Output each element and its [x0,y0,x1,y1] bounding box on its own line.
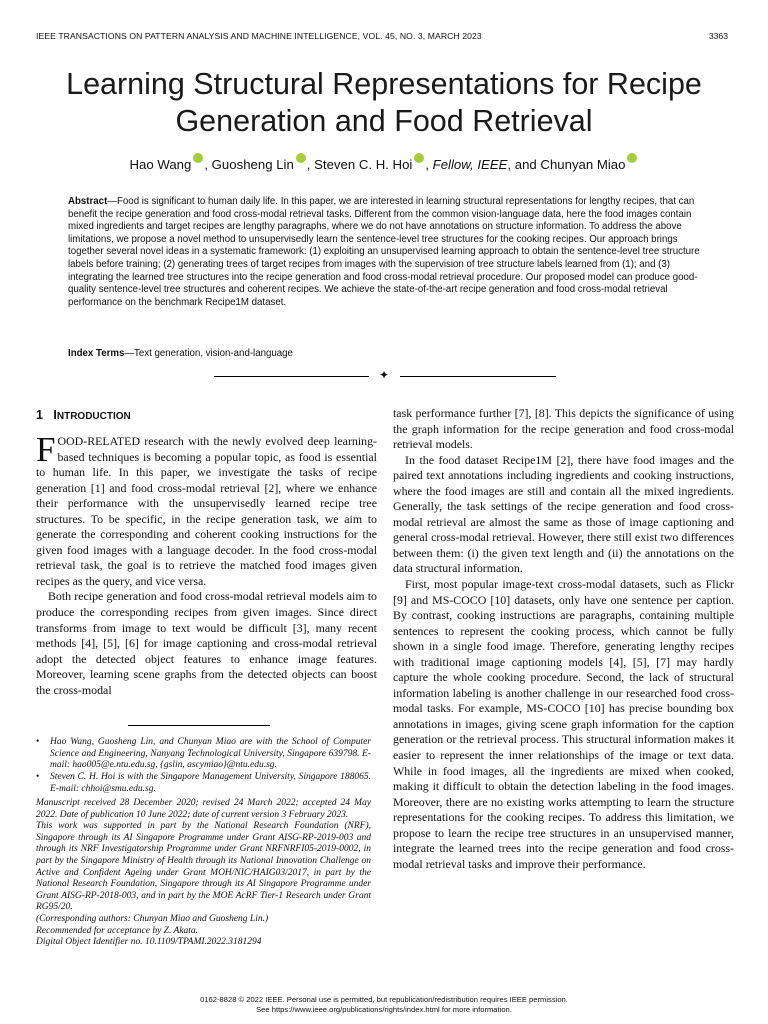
funding-note: This work was supported in part by the National Research Foundation (NRF), Singapore through its AI Singapore Programme under Grant AISG-RP-2019-003 and through its NRF Investigatorship Programme under Grant NRFNRFI05-2019-0002, in part by the Singapore Ministry of Health through its National Innovation Challenge on Active and Confident Ageing under Grant MOH/NIC/HAIG03/2017, in part by the National Research Foundation, Singapore through its AI Singapore Programme under Grant AISG-RP-2018-003, and in part by the MOE AcRF Tier-1 Research under Grant RG95/20. [36,821,371,913]
recommended-note: Recommended for acceptance by Z. Akata. [36,925,199,936]
index-terms [68,348,293,359]
section-number: 1 [36,408,43,422]
abstract-label: Abstract [68,196,108,207]
author-3: , Steven C. H. Hoi [306,157,413,172]
intro-text-1: research with the newly evolved deep learning-based techniques is becoming a popular topic, as food is essential to human life. In this paper, we investigate the tasks of recipe generation [1] and food cross-modal retrieval [2], where we enhance their performance with the unsupervisedly learned recipe tree structures. To be specific, in the recipe generation task, we aim to generate the corresponding and coherent cooking instructions for the given food images with a language decoder. In the food cross-modal retrieval task, the goal is to retrieve the matched food images given recipes as the query, and vice versa. [36,434,377,588]
fellow-title: Fellow, IEEE [432,157,508,172]
section-title-rest: NTRODUCTION [56,411,131,422]
author-1: Hao Wang [129,157,192,172]
divider-diamond-icon: ✦ [379,368,390,382]
copyright-footer [20,995,748,1014]
index-terms-label: Index Terms [68,348,125,359]
divider-left [214,376,369,377]
footnote-affiliation-1 [36,737,371,772]
doi-note: Digital Object Identifier no. 10.1109/TPAMI.2022.3181294 [36,937,262,948]
footnote-notes [36,798,371,949]
abstract [68,196,700,309]
footnote-rule [128,725,270,726]
right-paragraph-0: task performance further [7], [8]. This depicts the significance of using the graph information for the recipe generation and food cross-modal retrieval models. [393,406,734,452]
rights-link[interactable]: See https://www.ieee.org/publications/rights/index.html for more information. [256,1004,512,1014]
section-heading [36,408,131,422]
right-column [393,406,734,872]
footnote-affiliation-2 [36,772,371,795]
intro-paragraph-2: Both recipe generation and food cross-modal retrieval models aim to produce the corresponding recipes from given images. Since direct transforms from image to text would be difficult [3], many recent methods [4], [5], [6] for image captioning and cross-modal retrieval adopt the detected object features to enhance image features. Moreover, learning scene graphs from the detected objects can boost the cross-modal [36,589,377,697]
right-paragraph-2: First, most popular image-text cross-modal datasets, such as Flickr [9] and MS-COCO [10] datasets, only have one sentence per caption. By contrast, cooking instructions are paragraphs, containing multiple sentences to represent the cooking process, which cannot be fully shown in a single food image. Therefore, generating lengthy recipes with traditional image captioning models [4], [5], [7] may hardly capture the whole cooking procedure. Second, the lack of structural information labeling is another challenge in our researched food cross-modal tasks. For example, MS-COCO [10] has precise bounding box annotations in images, giving scene graph information for the caption generation or the retrieval process. This structural information makes it easier to represent the inner relationships of the image or text data. While in food images, all the ingredients are mixed when cooked, making it difficult to obtain the detection labeling in the food images. Moreover, there are no existing works attempting to learn the structure representations for the cooking recipes. To address this limitation, we propose to learn the recipe tree structures in an unsupervised manner, integrate the learned trees into the recipe generation and food cross-modal retrieval tasks and improve their performance. [393,577,734,871]
title-line-2: Generation and Food Retrieval [175,104,593,138]
orcid-icon[interactable] [414,153,424,163]
author-list [20,153,748,172]
right-paragraph-1: In the food dataset Recipe1M [2], there have food images and the paired text annotations including ingredients and cooking instructions, where the food images are still and contain all the mixed ingredients. Generally, the task settings of the recipe generation and food cross-modal retrieval are almost the same as those of image captioning and general cross-modal retrieval. However, there still exist two differences between them: (i) the given text length and (ii) the annotations on the data structural information. [393,452,734,576]
copyright-line: 0162-8828 © 2022 IEEE. Personal use is permitted, but republication/redistribution requires IEEE permission. [200,995,568,1004]
index-terms-text: —Text generation, vision-and-language [124,348,293,359]
bullet-icon: • [36,737,40,747]
paper-title [20,66,748,140]
abstract-text: —Food is significant to human daily life. In this paper, we are interested in learning structural representations for lengthy recipes, that can benefit the recipe generation and food cross-modal retrieval tasks. Different from the common vision-language data, here the food images contain mixed ingredients and target recipes are lengthy paragraphs, where we do not have annotations on structure information. To address the above limitations, we propose a novel method to unsupervisedly learn the sentence-level tree structures for the cooking recipes. Our approach brings together several novel ideas in a systematic framework: (1) exploiting an unsupervised learning approach to obtain the sentence-level tree structure labels before training; (2) generating trees of target recipes from images with the supervision of tree structure labels learned from (1); and (3) integrating the learned tree structures into the recipe generation and food cross-modal retrieval procedure. Our proposed model can produce good-quality sentence-level tree structures and coherent recipes. We achieve the state-of-the-art recipe generation and food cross-modal retrieval performance on the benchmark Recipe1M dataset. [68,196,700,308]
intro-smallcaps: OOD-RELATED [57,434,141,448]
bullet-icon: • [36,772,40,782]
title-line-1: Learning Structural Representations for Recipe [66,67,702,101]
divider-right [400,376,556,377]
author-separator: , [425,157,433,172]
manuscript-note: Manuscript received 28 December 2020; revised 24 March 2022; accepted 24 May 2022. Date of publication 10 June 2022; date of current version 3 February 2023. [36,798,371,820]
author-4: , and Chunyan Miao [507,157,626,172]
corresponding-note: (Corresponding authors: Chunyan Miao and Guosheng Lin.) [36,913,269,924]
orcid-icon[interactable] [296,153,306,163]
intro-paragraph-1 [36,430,377,589]
section-title-first: I [53,408,57,422]
dropcap-letter: F [36,430,56,469]
author-2: , Guosheng Lin [204,157,294,172]
page-number: 3363 [708,31,728,41]
orcid-icon[interactable] [193,153,203,163]
footnote-text: Hao Wang, Guosheng Lin, and Chunyan Miao are with the School of Computer Science and Engineering, Nanyang Technological University, Singapore 639798. E-mail: hao005@e.ntu.edu.sg, {gslin, ascymiao}@ntu.edu.sg. [50,737,371,771]
journal-header: IEEE TRANSACTIONS ON PATTERN ANALYSIS AND MACHINE INTELLIGENCE, VOL. 45, NO. 3, MARCH 2023 [36,31,482,41]
footnote-text: Steven C. H. Hoi is with the Singapore Management University, Singapore 188065. E-mail: chhoi@smu.edu.sg. [50,772,371,794]
orcid-icon[interactable] [627,153,637,163]
left-column [36,430,377,698]
